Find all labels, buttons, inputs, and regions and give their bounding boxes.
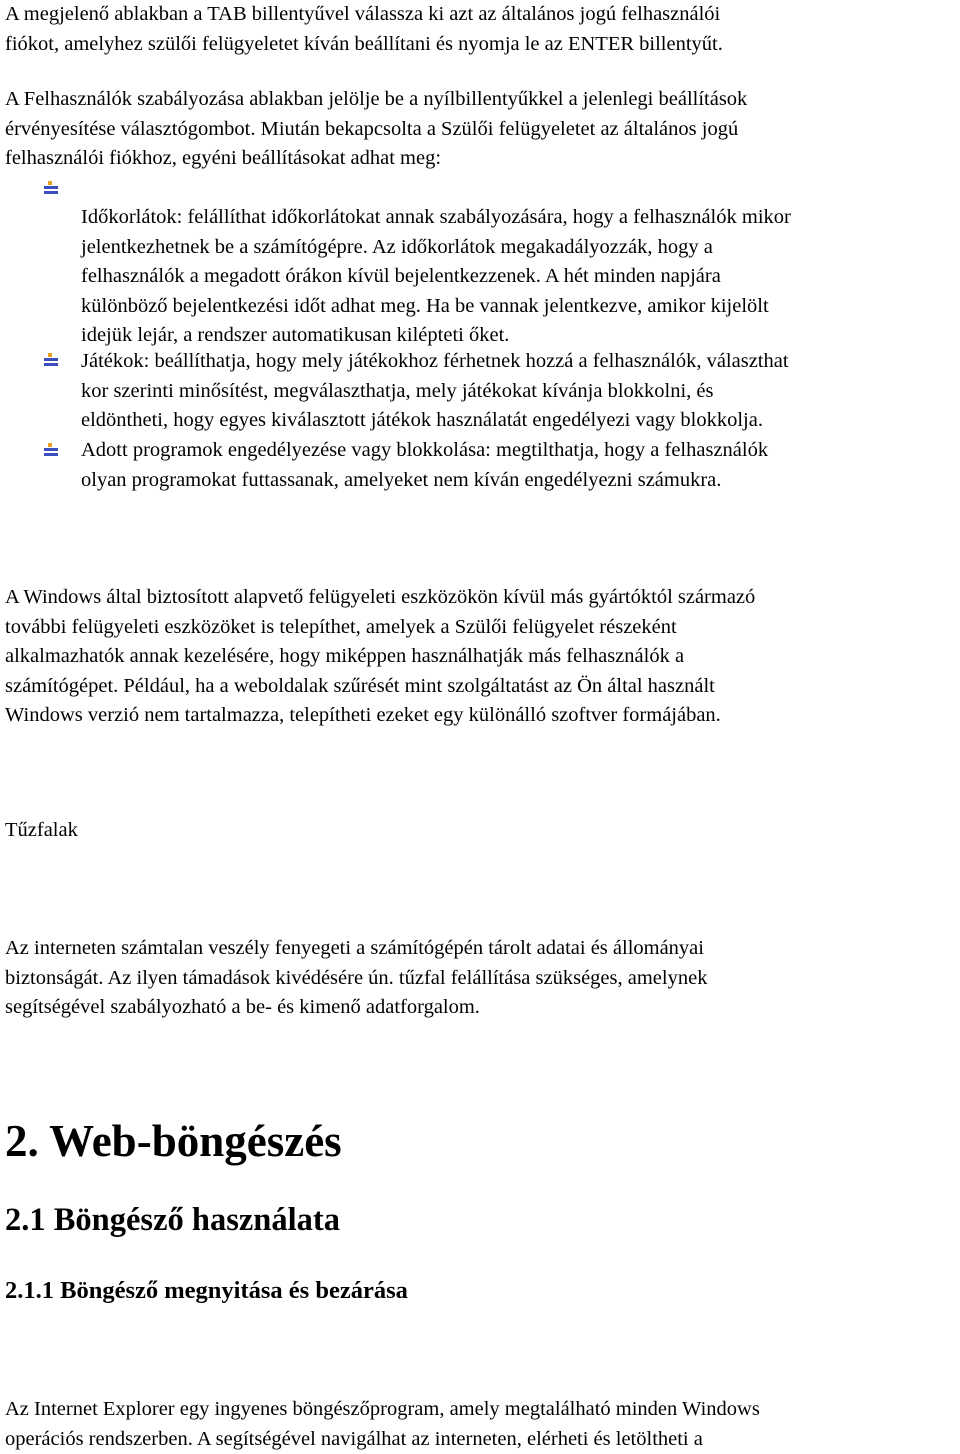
windows-paragraph: [5, 583, 955, 731]
heading-browser-usage: 2.1 Böngésző használata: [5, 1202, 340, 1238]
text-line: Időkorlátok: felállíthat időkorlátokat annak szabályozására, hogy a felhasználók mikor: [81, 206, 791, 228]
text-line: olyan programokat futtassanak, amelyeket nem kíván engedélyezni számukra.: [81, 468, 722, 491]
bullet-icon: [42, 181, 60, 197]
text-line: Adott programok engedélyezése vagy blokkolása: megtilthatja, hogy a felhasználók: [81, 439, 769, 461]
text-line: alkalmazhatók annak kezelésére, hogy miképpen használhatják más felhasználók a: [5, 645, 685, 668]
bullet-icon: [42, 353, 60, 369]
text-line: jelentkezhetnek be a számítógépre. Az időkorlátok megakadályozzák, hogy a: [81, 235, 713, 258]
text-line: felhasználói fiókhoz, egyéni beállításokat adhat meg:: [5, 147, 442, 170]
heading-web-browsing: 2. Web-böngészés: [5, 1116, 342, 1166]
intro-paragraph-2: [5, 85, 955, 174]
text-line: kor szerinti minősítést, megválaszthatja, mely játékokat kívánja blokkolni, és: [81, 379, 714, 402]
text-line: különböző bejelentkezési időt adhat meg. Ha be vannak jelentkezve, amikor kijelölt: [81, 294, 769, 317]
firewall-paragraph: [5, 934, 955, 1023]
text-line: érvényesítése választógombot. Miután bekapcsolta a Szülői felügyeletet az általános jogú: [5, 117, 739, 140]
text-line: további felügyeleti eszközöket is telepíthet, amelyek a Szülői felügyelet részeként: [5, 615, 677, 638]
intro-paragraph-1: [5, 0, 955, 59]
text-line: A Windows által biztosított alapvető felügyeleti eszközökön kívül más gyártóktól származó: [5, 586, 756, 608]
text-line: idejük lejár, a rendszer automatikusan kilépteti őket.: [81, 324, 510, 347]
text-line: Az Internet Explorer egy ingyenes böngészőprogram, amely megtalálható minden Windows: [5, 1398, 760, 1420]
heading-open-close-browser: 2.1.1 Böngésző megnyitása és bezárása: [5, 1277, 408, 1304]
text-line: A megjelenő ablakban a TAB billentyűvel válassza ki azt az általános jogú felhasználói: [5, 3, 721, 25]
text-line: biztonságát. Az ilyen támadások kivédésére ún. tűzfal felállítása szükséges, amelynek: [5, 966, 708, 989]
text-line: felhasználók a megadott órákon kívül bejelentkezzenek. A hét minden napjára: [81, 265, 721, 288]
text-line: számítógépet. Például, ha a weboldalak szűrését mint szolgáltatást az Ön által használt: [5, 674, 715, 697]
bullet-icon: [42, 443, 60, 459]
text-line: Az interneten számtalan veszély fenyegeti a számítógépén tárolt adatai és állományai: [5, 937, 704, 959]
text-line: Játékok: beállíthatja, hogy mely játékokhoz férhetnek hozzá a felhasználók, választhat: [81, 350, 789, 372]
text-line: fiókot, amelyhez szülői felügyeletet kíván beállítani és nyomja le az ENTER billentyűt.: [5, 32, 723, 55]
bullet-item-games: [81, 347, 789, 436]
text-line: Windows verzió nem tartalmazza, telepítheti ezeket egy különálló szoftver formájában.: [5, 704, 721, 727]
text-line: operációs rendszerben. A segítségével navigálhat az interneten, elérheti és letöltheti a: [5, 1427, 703, 1450]
firewall-title: [5, 816, 955, 846]
text-line: eldöntheti, hogy egyes kiválasztott játékok használatát engedélyezi vagy blokkolja.: [81, 409, 763, 432]
ie-paragraph: [5, 1395, 955, 1454]
bullet-item-time-limits: [81, 203, 791, 351]
text-line: Tűzfalak: [5, 819, 78, 841]
text-line: segítségével szabályozható a be- és kimenő adatforgalom.: [5, 996, 480, 1019]
text-line: A Felhasználók szabályozása ablakban jelölje be a nyílbillentyűkkel a jelenlegi beállítások: [5, 88, 748, 110]
bullet-item-programs: [81, 436, 768, 495]
